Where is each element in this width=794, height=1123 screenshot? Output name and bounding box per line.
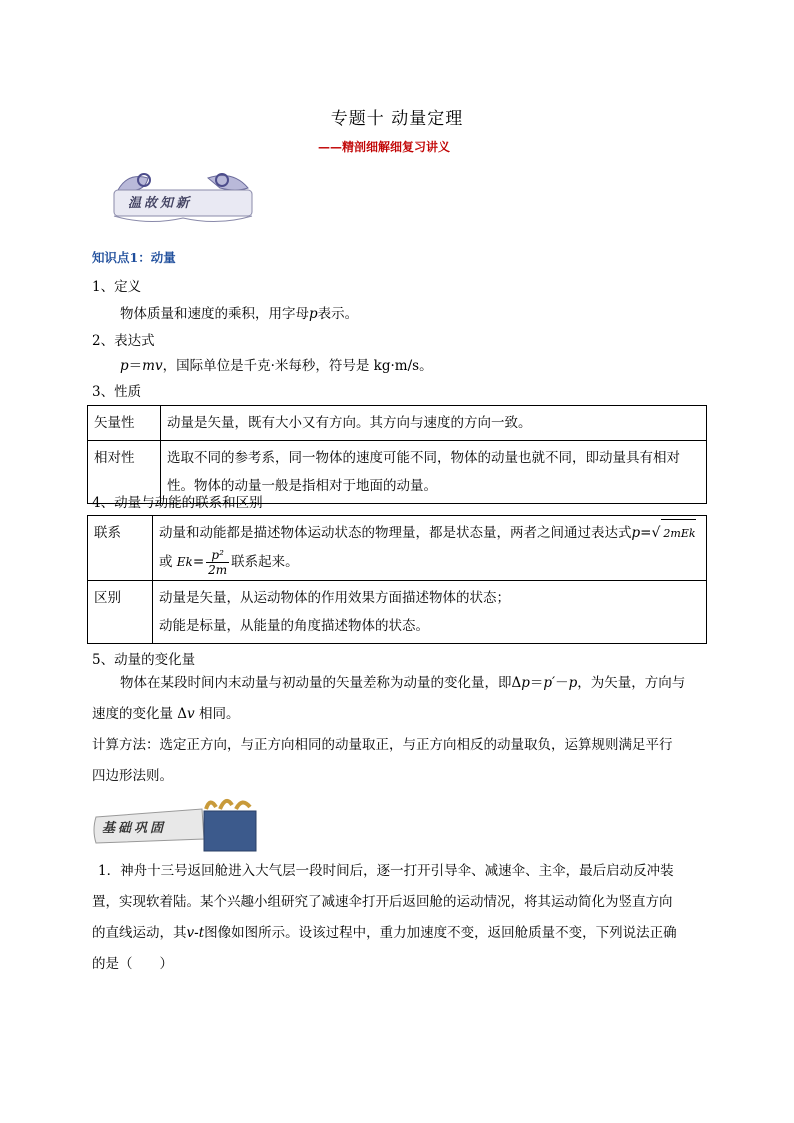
question-1 <box>92 856 712 980</box>
fraction-numerator: p² <box>206 548 229 563</box>
relativity-line-2: 性。物体的动量一般是指相对于地面的动量。 <box>167 478 437 494</box>
relation-or: 或 <box>159 554 173 570</box>
relation-ek: Ek <box>176 555 193 569</box>
sqrt-radicand: 2mEk <box>661 519 695 548</box>
relation-end: 联系起来。 <box>231 554 299 570</box>
question-vt: v-t <box>186 925 205 941</box>
table-cell-label: 矢量性 <box>88 406 161 441</box>
change-text-b: ，为矢量，方向与 <box>577 675 686 691</box>
relation-line-2 <box>159 548 700 577</box>
change-text-c: 速度的变化量 Δ <box>92 706 188 722</box>
table-row <box>88 406 707 441</box>
relation-line-1 <box>159 519 700 548</box>
relation-text: 动量和动能都是描述物体运动状态的物理量，都是状态量，两者之间通过表达式 <box>159 525 632 541</box>
section-5-heading: 5、动量的变化量 <box>92 652 196 668</box>
table-row <box>88 516 707 581</box>
question-line-4: 的是（ ） <box>92 956 173 972</box>
calc-method-line-1: 计算方法：选定正方向，与正方向相同的动量取正，与正方向相反的动量取负，运算规则满足平行 <box>92 737 673 753</box>
table-cell-label: 区别 <box>88 581 153 644</box>
section-1-heading: 1、定义 <box>92 279 142 295</box>
change-text-a: 物体在某段时间内末动量与初动量的矢量差称为动量的变化量，即Δ <box>120 675 522 691</box>
change-eq: ＝ <box>529 675 544 691</box>
table-cell-label: 联系 <box>88 516 153 581</box>
page-title: 专题十 动量定理 <box>330 109 464 129</box>
review-banner-label: 温故知新 <box>128 196 193 211</box>
definition-var-p: p <box>309 306 318 322</box>
relation-p: p <box>631 525 641 541</box>
table-cell-text <box>153 516 707 581</box>
fraction-denominator: 2m <box>208 563 228 577</box>
relation-table <box>87 515 707 644</box>
properties-table <box>87 405 707 504</box>
sqrt-sign: √ <box>651 525 661 541</box>
section-4-heading: 4、动量与动能的联系和区别 <box>92 495 263 511</box>
section-2-heading: 2、表达式 <box>92 333 155 349</box>
relativity-line-1: 选取不同的参考系，同一物体的速度可能不同，物体的动量也就不同，即动量具有相对 <box>167 450 680 466</box>
table-cell-label: 相对性 <box>88 441 161 504</box>
section-3-heading: 3、性质 <box>92 384 142 400</box>
definition-text-b: 表示。 <box>317 306 359 322</box>
formula-p: p <box>120 358 129 374</box>
formula-eq: ＝ <box>128 358 143 374</box>
table-cell-text <box>153 581 707 644</box>
definition-text-a: 物体质量和速度的乘积，用字母 <box>120 306 309 322</box>
change-v: v <box>187 706 195 722</box>
basic-banner-label: 基础巩固 <box>102 821 167 836</box>
calc-method-line-2: 四边形法则。 <box>92 768 173 784</box>
basic-banner <box>92 795 272 853</box>
fraction <box>206 548 229 577</box>
change-minus: － <box>555 675 569 691</box>
formula-unit-text: ，国际单位是千克·米每秒，符号是 kg·m/s。 <box>162 358 433 374</box>
change-p-initial: p <box>568 675 578 691</box>
change-text-d: 相同。 <box>194 706 240 722</box>
question-line-3 <box>92 918 712 949</box>
table-row <box>88 581 707 644</box>
review-banner <box>108 168 258 230</box>
question-line-1: 1．神舟十三号返回舱进入大气层一段时间后，逐一打开引导伞、减速伞、主伞，最后启动反冲装 <box>98 863 674 879</box>
question-text-a: 的直线运动，其 <box>92 925 187 941</box>
change-p-prime: p′ <box>543 675 556 691</box>
change-line-2 <box>92 699 712 730</box>
change-paragraph <box>92 668 712 792</box>
difference-line-1: 动量是矢量，从运动物体的作用效果方面描述物体的状态； <box>159 590 510 606</box>
knowledge-point-title: 知识点1：动量 <box>92 250 176 265</box>
change-line-1 <box>92 668 712 699</box>
change-p: p <box>521 675 530 691</box>
question-text-b: 图像如图所示。设该过程中，重力加速度不变，返回舱质量不变，下列说法正确 <box>204 925 677 941</box>
page-subtitle: ——精剖细解细复习讲义 <box>318 140 451 154</box>
table-cell-text: 动量是矢量，既有大小又有方向。其方向与速度的方向一致。 <box>161 406 707 441</box>
formula-mv: mv <box>142 358 163 374</box>
question-line-2: 置，实现软着陆。某个兴趣小组研究了减速伞打开后返回舱的运动情况，将其运动简化为竖直方向 <box>92 894 673 910</box>
relation-eq: = <box>640 525 652 541</box>
section-2-text <box>120 354 433 374</box>
difference-line-2: 动能是标量，从能量的角度描述物体的状态。 <box>159 618 429 634</box>
relation-eq2: = <box>192 554 205 570</box>
section-1-text <box>120 302 358 322</box>
